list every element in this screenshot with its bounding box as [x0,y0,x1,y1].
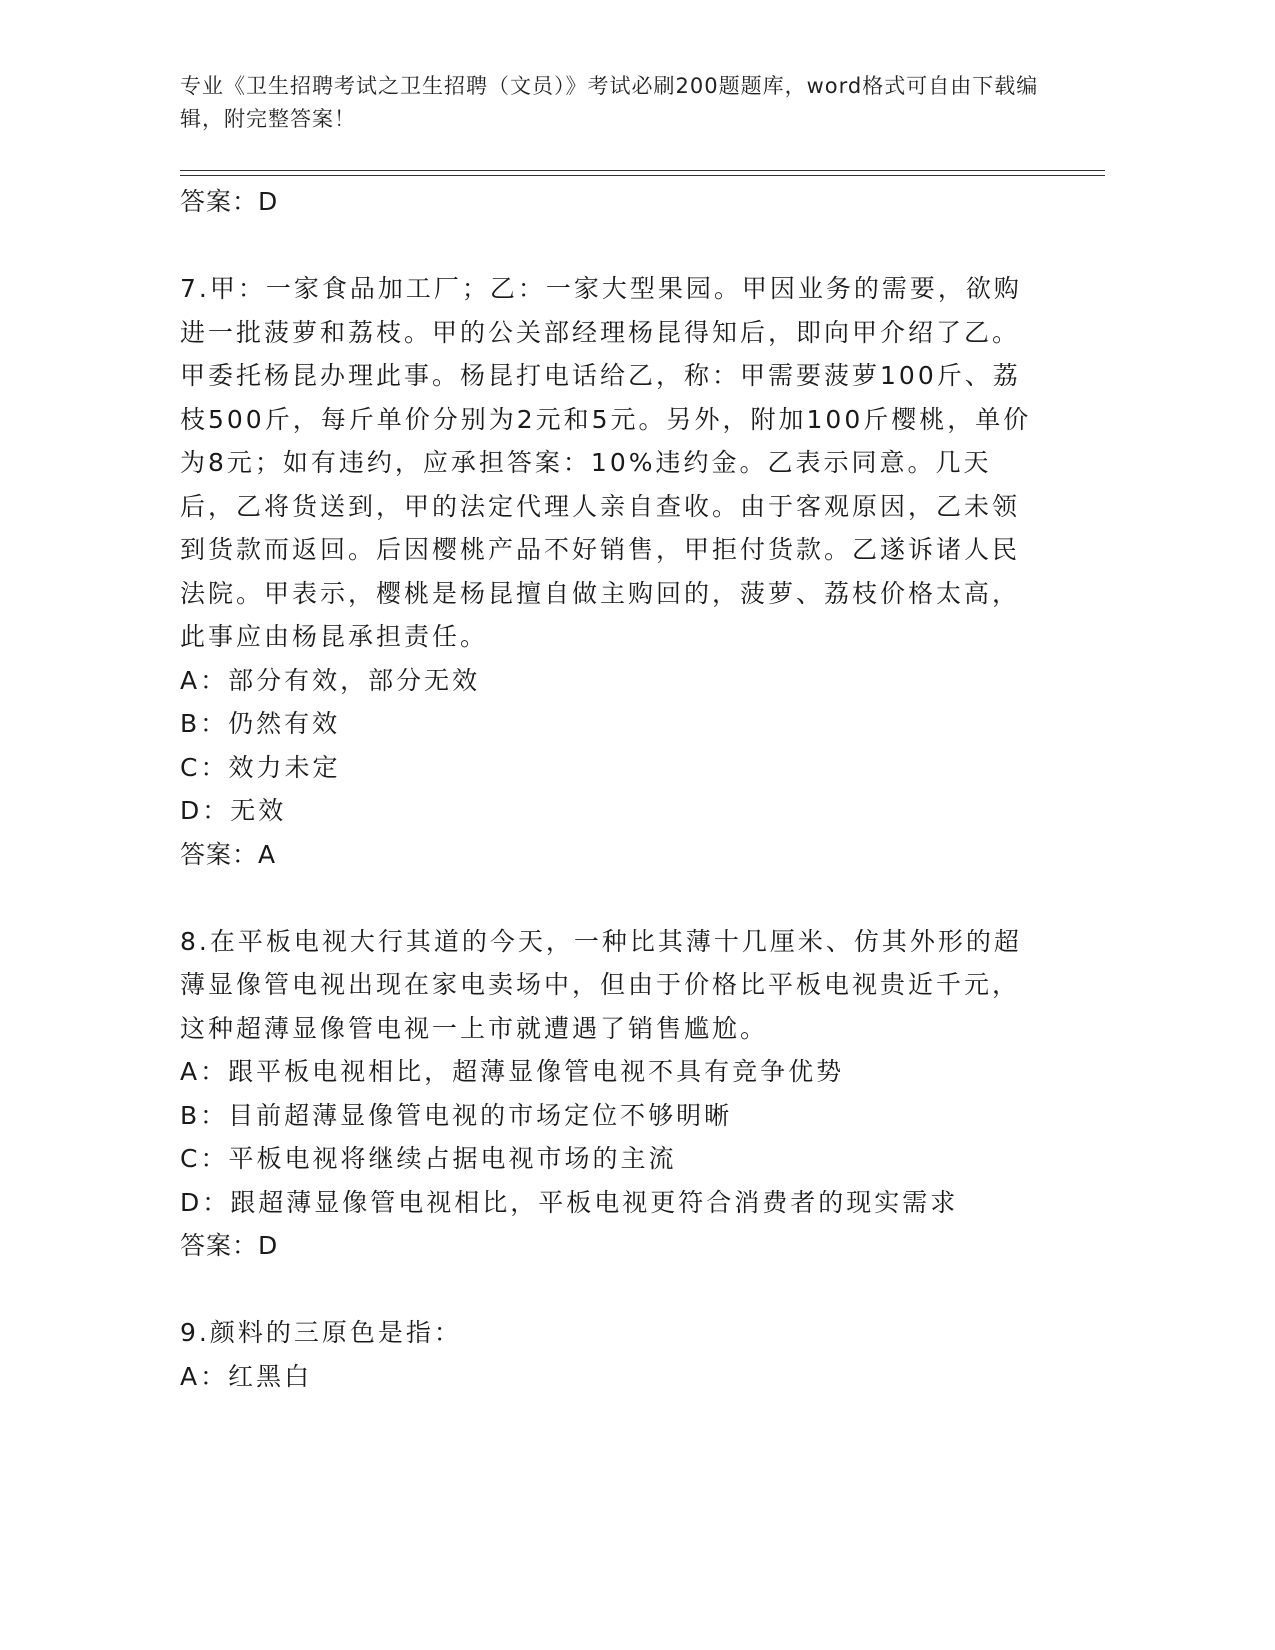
answer-line: 答案：D [180,1231,279,1260]
option-d: D：无效 [180,796,287,825]
option-c: C：平板电视将继续占据电视市场的主流 [180,1144,677,1173]
previous-answer: 答案：D [180,187,279,216]
question-text: 9.颜料的三原色是指： [180,1318,462,1347]
option-d: D：跟超薄显像管电视相比，平板电视更符合消费者的现实需求 [180,1187,959,1217]
document-body [180,180,1040,1398]
option-c: C：效力未定 [180,752,341,782]
header-divider-top [180,170,1105,171]
question-text: 7.甲：一家食品加工厂；乙：一家大型果园。甲因业务的需要，欲购进一批菠萝和荔枝。甲的公关部经理杨昆得知后，即向甲介绍了乙。甲委托杨昆办理此事。杨昆打电话给乙，称：甲需要菠萝100斤、荔枝500斤，每斤单价分别为2元和5元。另外，附加100斤樱桃，单价为8元；如有违约，应承担答案：10%违约金。乙表示同意。几天后，乙将货送到，甲的法定代理人亲自查收。由于客观原因，乙未领到货款而返回。后因樱桃产品不好销售，甲拒付货款。乙遂诉诸人民法院。甲表示，樱桃是杨昆擅自做主购回的，菠萝、荔枝价格太高，此事应由杨昆承担责任。 [180,274,1032,651]
option-a: A：红黑白 [180,1361,313,1391]
answer-line: 答案：A [180,839,277,869]
option-a: A：跟平板电视相比，超薄显像管电视不具有竞争优势 [180,1057,845,1086]
question-text: 8.在平板电视大行其道的今天，一种比其薄十几厘米、仿其外形的超薄显像管电视出现在家电卖场中，但由于价格比平板电视贵近千元，这种超薄显像管电视一上市就遭遇了销售尴尬。 [180,926,1022,1043]
header-divider-bottom [180,175,1105,176]
question-7 [180,267,1040,876]
option-b: B：仍然有效 [180,709,341,738]
question-9 [180,1311,1040,1398]
question-8 [180,920,1040,1268]
option-a: A：部分有效，部分无效 [180,665,481,695]
option-b: B：目前超薄显像管电视的市场定位不够明晰 [180,1100,733,1130]
document-header [180,70,1040,136]
header-title: 专业《卫生招聘考试之卫生招聘（文员）》考试必刷200题题库，word格式可自由下载编辑，附完整答案！ [180,74,1039,131]
